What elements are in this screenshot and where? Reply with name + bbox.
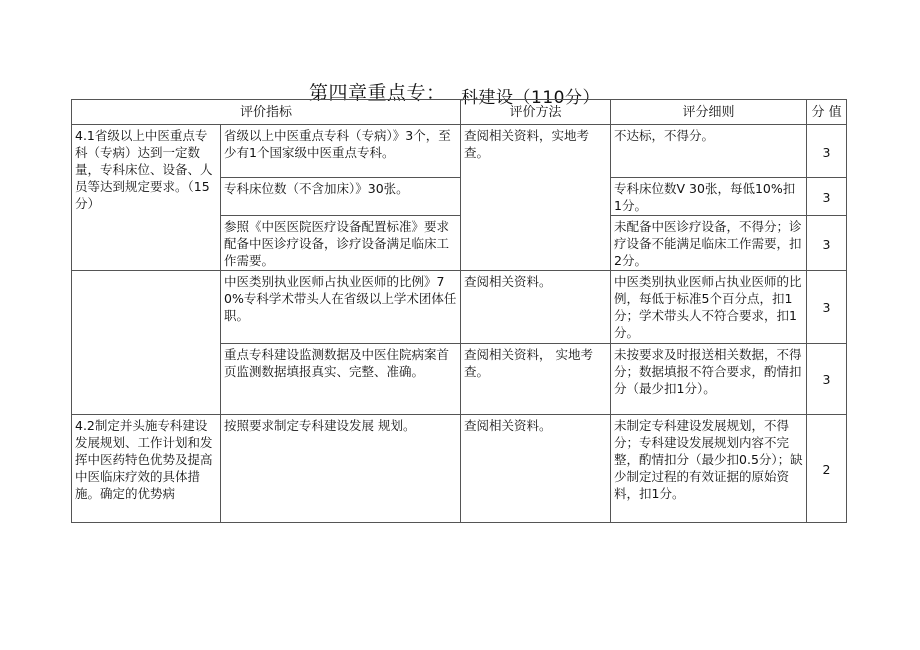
indicator-cell-continued	[72, 271, 221, 415]
header-rules: 评分细则	[611, 100, 807, 125]
page-title: 第四章重点专：	[309, 82, 446, 104]
rule-cell: 中医类别执业医师占执业医师的比例，每低于标准5个百分点，扣1分；学术带头人不符合要求，扣1分。	[611, 271, 807, 343]
table-row	[72, 271, 847, 343]
table-row	[72, 414, 847, 522]
score-cell: 3	[807, 271, 847, 343]
rule-cell: 未制定专科建设发展规划，不得分；专科建设发展规划内容不完整，酌情扣分（最少扣0.5分）；缺少制定过程的有效证据的原始资料，扣1分。	[611, 414, 807, 522]
rule-cell: 未按要求及时报送相关数据，不得分；数据填报不符合要求，酌情扣分（最少扣1分）。	[611, 343, 807, 414]
table-header-row	[72, 100, 847, 125]
evaluation-table	[71, 99, 847, 523]
score-cell: 3	[807, 178, 847, 216]
rule-cell: 专科床位数V 30张，每低10%扣1分。	[611, 178, 807, 216]
method-cell: 查阅相关资料，实地考查。	[461, 125, 611, 271]
method-cell: 查阅相关资料， 实地考查。	[461, 343, 611, 414]
header-score: 分 值	[807, 100, 847, 125]
score-cell: 3	[807, 343, 847, 414]
indicator-cell: 4.1省级以上中医重点专科（专病）达到一定数量，专科床位、设备、人员等达到规定要求。（15分）	[72, 125, 221, 271]
method-cell: 查阅相关资料。	[461, 271, 611, 343]
indicator-cell: 4.2制定并头施专科建设发展规划、工作计划和发挥中医药特色优势及提高中医临床疗效的具体措施。确定的优势病	[72, 414, 221, 522]
standard-cell: 参照《中医医院医疗设备配置标准》要求配备中医诊疗设备，诊疗设备满足临床工作需要。	[221, 216, 461, 271]
standard-cell: 专科床位数（不含加床）》30张。	[221, 178, 461, 216]
header-method: 评价方法	[461, 100, 611, 125]
score-cell: 3	[807, 125, 847, 178]
rule-cell: 不达标，不得分。	[611, 125, 807, 178]
header-indicator: 评价指标	[72, 100, 461, 125]
method-cell: 查阅相关资料。	[461, 414, 611, 522]
standard-cell: 省级以上中医重点专科（专病）》3个，至少有1个国家级中医重点专科。	[221, 125, 461, 178]
score-cell: 3	[807, 216, 847, 271]
standard-cell: 重点专科建设监测数据及中医住院病案首页监测数据填报真实、完整、准确。	[221, 343, 461, 414]
score-cell: 2	[807, 414, 847, 522]
standard-cell: 按照要求制定专科建设发展 规划。	[221, 414, 461, 522]
standard-cell: 中医类别执业医师占执业医师的比例》70%专科学术带头人在省级以上学术团体任职。	[221, 271, 461, 343]
table-row	[72, 125, 847, 178]
page-title-continued: 科建设（110分）	[461, 88, 600, 108]
rule-cell: 未配备中医诊疗设备，不得分；诊疗设备不能满足临床工作需要，扣2分。	[611, 216, 807, 271]
